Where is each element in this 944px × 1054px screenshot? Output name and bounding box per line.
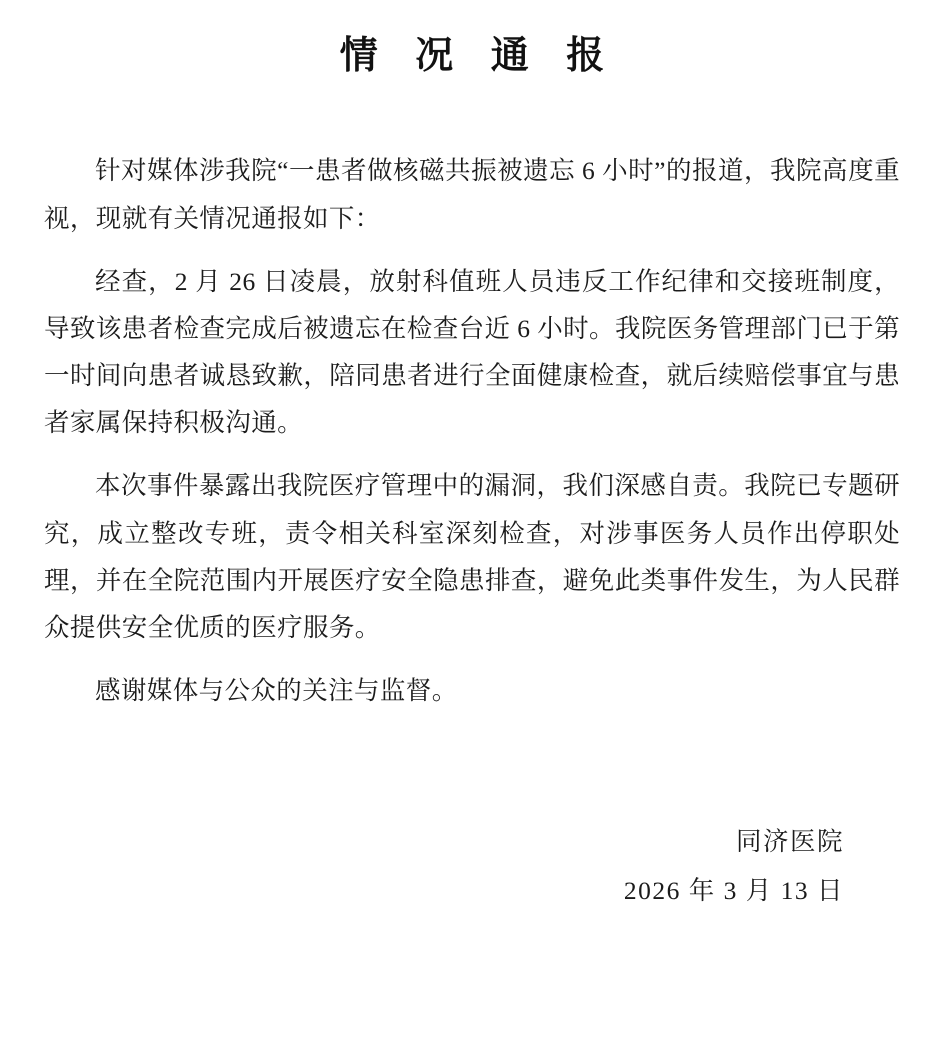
paragraph-1: 针对媒体涉我院“一患者做核磁共振被遗忘 6 小时”的报道，我院高度重视，现就有关情况通报如下： (44, 156, 900, 233)
signature-date: 2026 年 3 月 13 日 (623, 875, 844, 905)
paragraph-2: 经查，2 月 26 日凌晨，放射科值班人员违反工作纪律和交接班制度，导致该患者检查完成后被遗忘在检查台近 6 小时。我院医务管理部门已于第一时间向患者诚恳致歉，陪同患者进行全面健康检查，就后续赔偿事宜与患者家属保持积极沟通。 (44, 266, 900, 438)
paragraph-4: 感谢媒体与公众的关注与监督。 (95, 676, 458, 706)
paragraph-3: 本次事件暴露出我院医疗管理中的漏洞，我们深感自责。我院已专题研究，成立整改专班，责令相关科室深刻检查，对涉事医务人员作出停职处理，并在全院范围内开展医疗安全隐患排查，避免此类事件发生，为人民群众提供安全优质的医疗服务。 (44, 471, 900, 642)
signature-block (44, 818, 900, 915)
document-body (44, 147, 900, 714)
page-title: 情 况 通 报 (339, 35, 619, 77)
signature-organization: 同济医院 (735, 827, 844, 857)
